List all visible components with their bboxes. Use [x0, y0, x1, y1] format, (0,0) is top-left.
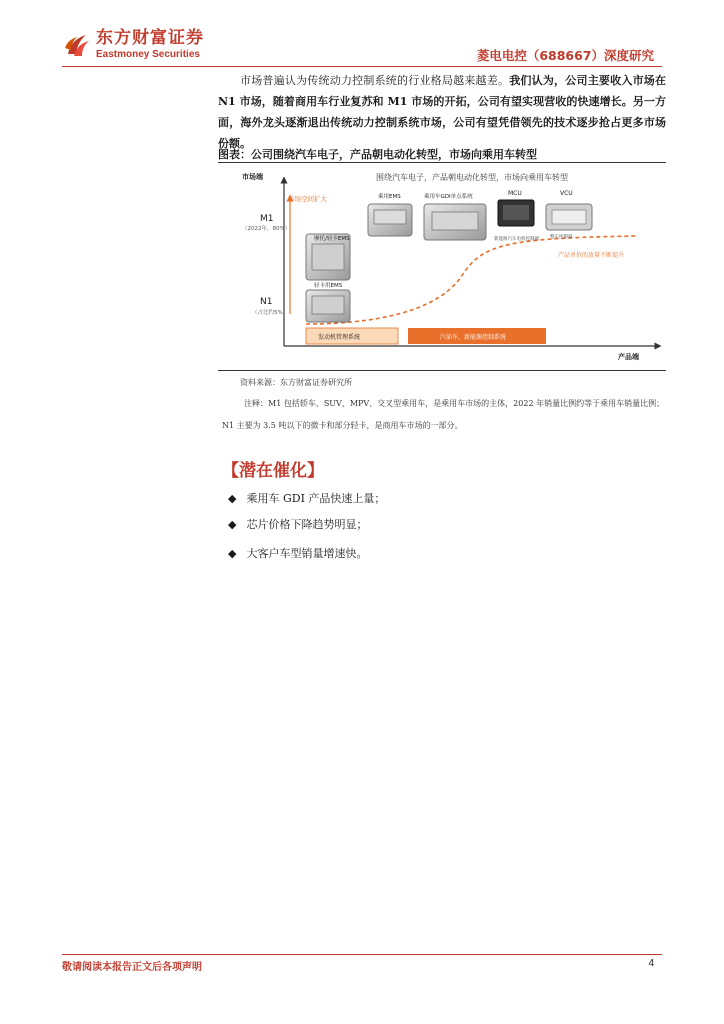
passenger-ems-image	[368, 204, 412, 236]
logo-chinese-name: 东方财富证券	[96, 28, 204, 48]
paragraph-part-2-bold: 我们认为，公司主要收入市场在 N1 市场，随着商用车行业复苏和 M1 市场的开拓，公司有望实现营收的快速增长。另一方面，海外龙头逐渐退出传统动力控制系统市场，公司有望凭借领先的技术逐步抢占更多市场份额。	[218, 74, 666, 150]
vcu-image	[546, 204, 592, 230]
page-number: 4	[648, 958, 654, 969]
market-arrow-label: 市场空间扩大	[288, 195, 327, 203]
paragraph-part-1: 市场普遍认为传统动力控制系统的行业格局越来越差。	[240, 74, 510, 87]
report-title: 菱电电控（688667）深度研究	[476, 48, 654, 63]
catalyst-item-text: 芯片价格下降趋势明显；	[246, 518, 368, 531]
eastmoney-logo-icon	[62, 30, 92, 60]
catalyst-item-text: 大客户车型销量增速快。	[246, 547, 368, 560]
footer-divider	[62, 954, 662, 955]
m1-label: M1	[260, 214, 274, 224]
motorcycle-ems-label: 摩托/轻卡EMS	[314, 236, 350, 242]
header-divider	[62, 66, 662, 67]
vcu-caption: 整车控制器	[550, 235, 573, 240]
body-paragraph	[218, 70, 666, 154]
n1-label: N1	[260, 297, 273, 307]
gdi-system-image	[424, 204, 486, 240]
m1-sub: （2022年，80%）	[242, 226, 291, 232]
diamond-bullet-icon: ◆	[228, 546, 237, 560]
engine-management-bar-label: 发动机管理系统	[318, 334, 361, 341]
strategy-figure	[218, 164, 666, 370]
light-truck-ems-label: 轻卡用EMS	[314, 283, 343, 289]
mcu-label: MCU	[508, 190, 522, 197]
figure-source: 资料来源：东方财富证券研究所	[240, 378, 352, 387]
catalyst-item	[228, 545, 367, 561]
diamond-bullet-icon: ◆	[228, 517, 237, 531]
light-truck-ems-image	[306, 290, 350, 322]
vcu-label: VCU	[560, 190, 573, 197]
footer-disclaimer: 敬请阅读本报告正文后各项声明	[62, 962, 202, 973]
new-energy-bar-label: 汽油车、新能源控制系统	[440, 334, 507, 341]
growth-curve-label: 产品单价的放量不断提升	[558, 252, 625, 259]
mcu-caption: 新能源汽车电机控制器	[494, 237, 539, 242]
logo-english-name: Eastmoney Securities	[96, 49, 200, 60]
catalyst-heading: 【潜在催化】	[222, 461, 324, 481]
figure-note: 注释：M1 包括轿车、SUV、MPV、交叉型乘用车，是乘用车市场的主体，2022 年销量比例约等于乘用车销量比例；N1 主要为 3.5 吨以下的微卡和部分轻卡，是商用车市场的一部分。	[222, 399, 665, 430]
figure-top-rule	[218, 162, 666, 163]
catalyst-item	[228, 516, 367, 532]
y-axis-label: 市场端	[242, 173, 263, 181]
catalyst-item-text: 乘用车 GDI 产品快速上量；	[246, 492, 386, 505]
passenger-ems-label: 乘用EMS	[378, 194, 401, 200]
mcu-image	[498, 200, 534, 226]
x-axis-label: 产品端	[618, 353, 639, 361]
figure-bottom-rule	[218, 370, 666, 371]
figure-caption: 图表：公司围绕汽车电子，产品朝电动化转型，市场向乘用车转型	[218, 148, 537, 161]
n1-sub: （占比约5%）	[252, 310, 289, 316]
catalyst-item	[228, 490, 385, 506]
diamond-bullet-icon: ◆	[228, 491, 237, 505]
figure-title: 围绕汽车电子，产品朝电动化转型，市场向乘用车转型	[376, 173, 568, 182]
eastmoney-logo	[62, 30, 204, 60]
gdi-label: 乘用车GDI单点系统	[424, 194, 473, 200]
